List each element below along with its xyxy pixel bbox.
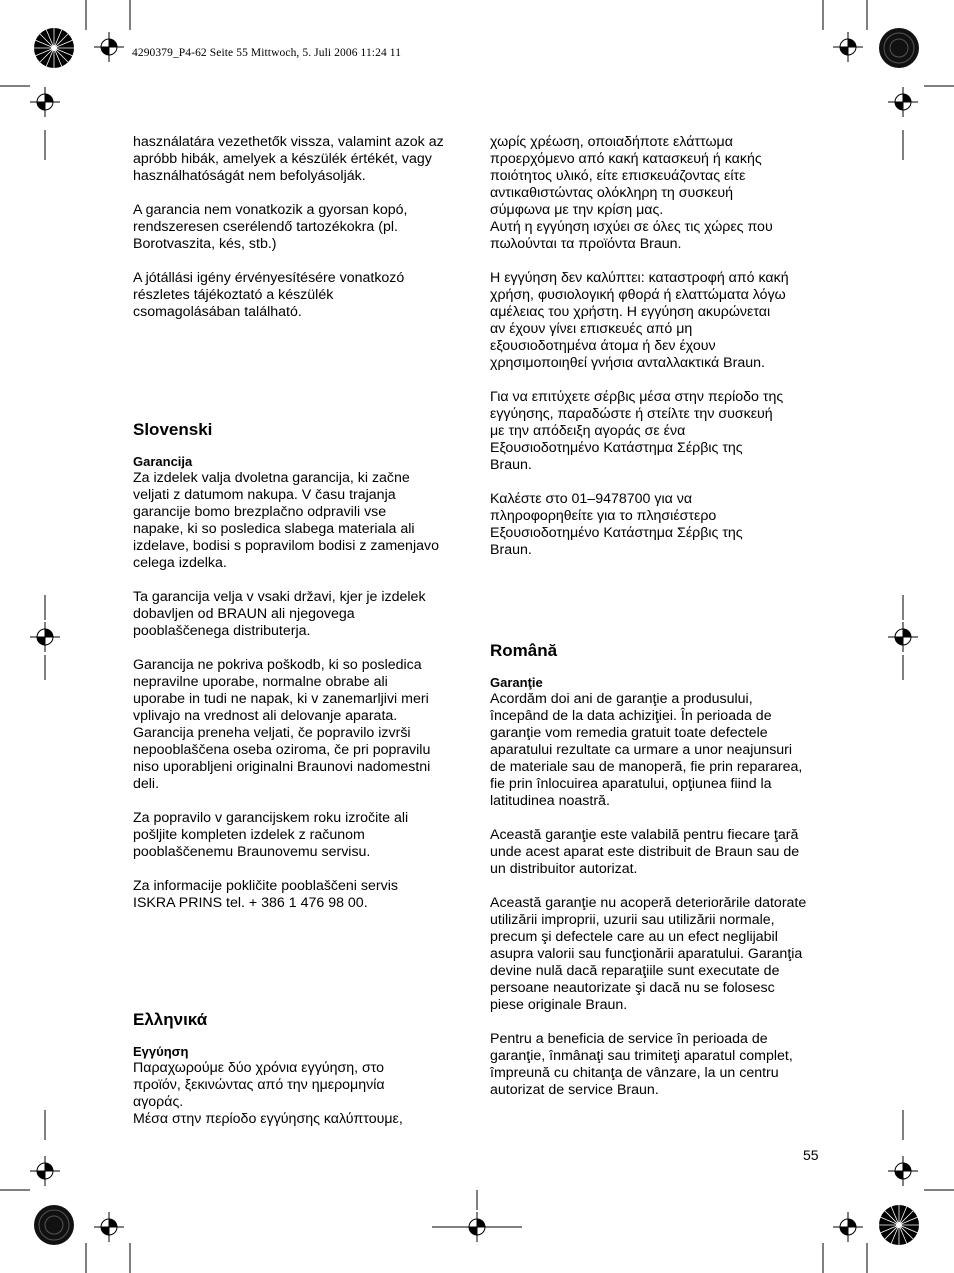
hungarian-paragraph: használatára vezethetők vissza, valamint azok az apróbb hibák, amelyek a készülék értékét, vagy használhatóságát nem befolyásolják. [133,134,444,184]
registration-target-icon [30,622,60,652]
greek-paragraph: Παραχωρούμε δύο χρόνια εγγύηση, στο προϊόν, ξεκινώντας από την ημερομηνία αγοράς. Μέσα στην περίοδο εγγύησης καλύπτουμε, [133,1060,403,1127]
star-target-icon [33,1204,75,1246]
star-target-icon [33,27,75,69]
registration-target-icon [30,87,60,117]
greek-paragraph: Καλέστε στο 01–9478700 για να πληροφορηθείτε για το πλησιέστερο Εξουσιοδοτημένο Κατάστημα Σέρβις της Braun. [490,491,743,558]
section-heading-slovenski: Slovenski [133,420,213,439]
registration-target-icon [30,1156,60,1186]
section-heading-ellinika: Ελληνικά [133,1010,208,1029]
left-column [133,134,468,1128]
slovenski-paragraph: Ta garancija velja v vsaki državi, kjer je izdelek dobavljen od BRAUN ali njegovega pooblaščenega distributerja. [133,589,426,639]
star-target-icon [878,1204,920,1246]
star-target-icon [878,27,920,69]
right-column [490,134,825,1099]
slovenski-paragraph: Garancija ne pokriva poškodb, ki so posledica nepravilne uporabe, normalne obrabe ali uporabe in tudi ne napak, ki v zanemarljivi meri vplivajo na vrednost ali delovanje aparata. Garancija preneha veljati, če popravilo izvrši nepooblaščena oseba oziroma, če pri popravilu niso uporabljeni originalni Braunovi nadomestni deli. [133,657,431,792]
hungarian-paragraph: A jótállási igény érvényesítésére vonatkozó részletes tájékoztató a készülék csomagolásában található. [133,270,405,320]
greek-paragraph: Η εγγύηση δεν καλύπτει: καταστροφή από κακή χρήση, φυσιολογική φθορά ή ελαττώματα λόγω αμέλειας του χρήστη. Η εγγύηση ακυρώνεται αν έχουν γίνει επισκευές από μη εξουσιοδοτημένα άτομα ή δεν έχουν χρησιμοποιηθεί γνήσια ανταλλακτικά Braun. [490,270,789,371]
hungarian-paragraph: A garancia nem vonatkozik a gyorsan kopó, rendszeresen cserélendő tartozékokra (pl. Borotvaszita, kés, stb.) [133,202,408,252]
registration-target-icon [94,1212,124,1242]
greek-paragraph: χωρίς χρέωση, οποιαδήποτε ελάττωμα προερχόμενο από κακή κατασκευή ή κακής ποιότητος υλικό, είτε επισκευάζοντας είτε αντικαθιστώντας ολόκληρη τη συσκευή σύμφωνα με την κρίση μας. Αυτή η εγγύηση ισχύει σε όλες τις χώρες που πωλούνται τα προϊόντα Braun. [490,134,773,252]
registration-target-icon [888,87,918,117]
slovenski-paragraph: Za izdelek valja dvoletna garancija, ki začne veljati z datumom nakupa. V času trajanja garancije bomo brezplačno odpravili vse napake, ki so posledica slabega materiala ali izdelave, bodisi s popravilom bodisi z zamenjavo celega izdelka. [133,470,439,571]
registration-target-icon [94,32,124,62]
romana-paragraph: Acordăm doi ani de garanţie a produsului, începând de la data achiziţiei. În perioada de garanţie vom remedia gratuit toate defectele aparatului rezultate ca urmare a unor neajunsuri de materiale sau de manoperă, fie prin repararea, fie prin înlocuirea aparatului, opţiunea fiind la latitudinea noastră. [490,691,803,809]
romana-paragraph: Pentru a beneficia de service în perioada de garanţie, înmânaţi sau trimiteţi aparatul complet, împreună cu chitanţa de vânzare, la un centru autorizat de service Braun. [490,1031,793,1098]
romana-paragraph: Această garanţie nu acoperă deteriorările datorate utilizării improprii, uzurii sau utilizării normale, precum şi defectele care au un efect neglijabil asupra valorii sau funcţionării aparatului. Garanţia devine nulă dacă reparaţiile sunt executate de persoane neautorizate şi dacă nu se folosesc piese originale Braun. [490,895,807,1013]
print-slug: 4290379_P4-62 Seite 55 Mittwoch, 5. Juli 2006 11:24 11 [132,47,402,59]
slovenski-paragraph: Za popravilo v garancijskem roku izročite ali pošljite kompleten izdelek z računom pooblaščenemu Braunovemu servisu. [133,810,409,860]
romana-paragraph: Această garanţie este valabilă pentru fiecare ţară unde acest aparat este distribuit de Braun sau de un distribuitor autorizat. [490,827,800,877]
section-subheading-garancija: Garancija [133,454,193,469]
registration-target-icon [462,1212,492,1242]
registration-target-icon [833,1212,863,1242]
section-heading-romana: Română [490,641,558,660]
registration-target-icon [833,32,863,62]
section-subheading-garantie: Garanţie [490,675,543,690]
page-number: 55 [803,1147,819,1163]
greek-paragraph: Για να επιτύχετε σέρβις μέσα στην περίοδο της εγγύησης, παραδώστε ή στείλτε την συσκευή με την απόδειξη αγοράς σε ένα Εξουσιοδοτημένο Κατάστημα Σέρβις της Braun. [490,389,784,473]
section-subheading-engyisi: Εγγύηση [133,1044,189,1059]
slovenski-paragraph: Za informacije pokličite pooblaščeni servis ISKRA PRINS tel. + 386 1 476 98 00. [133,878,398,911]
registration-target-icon [888,1156,918,1186]
registration-target-icon [888,622,918,652]
